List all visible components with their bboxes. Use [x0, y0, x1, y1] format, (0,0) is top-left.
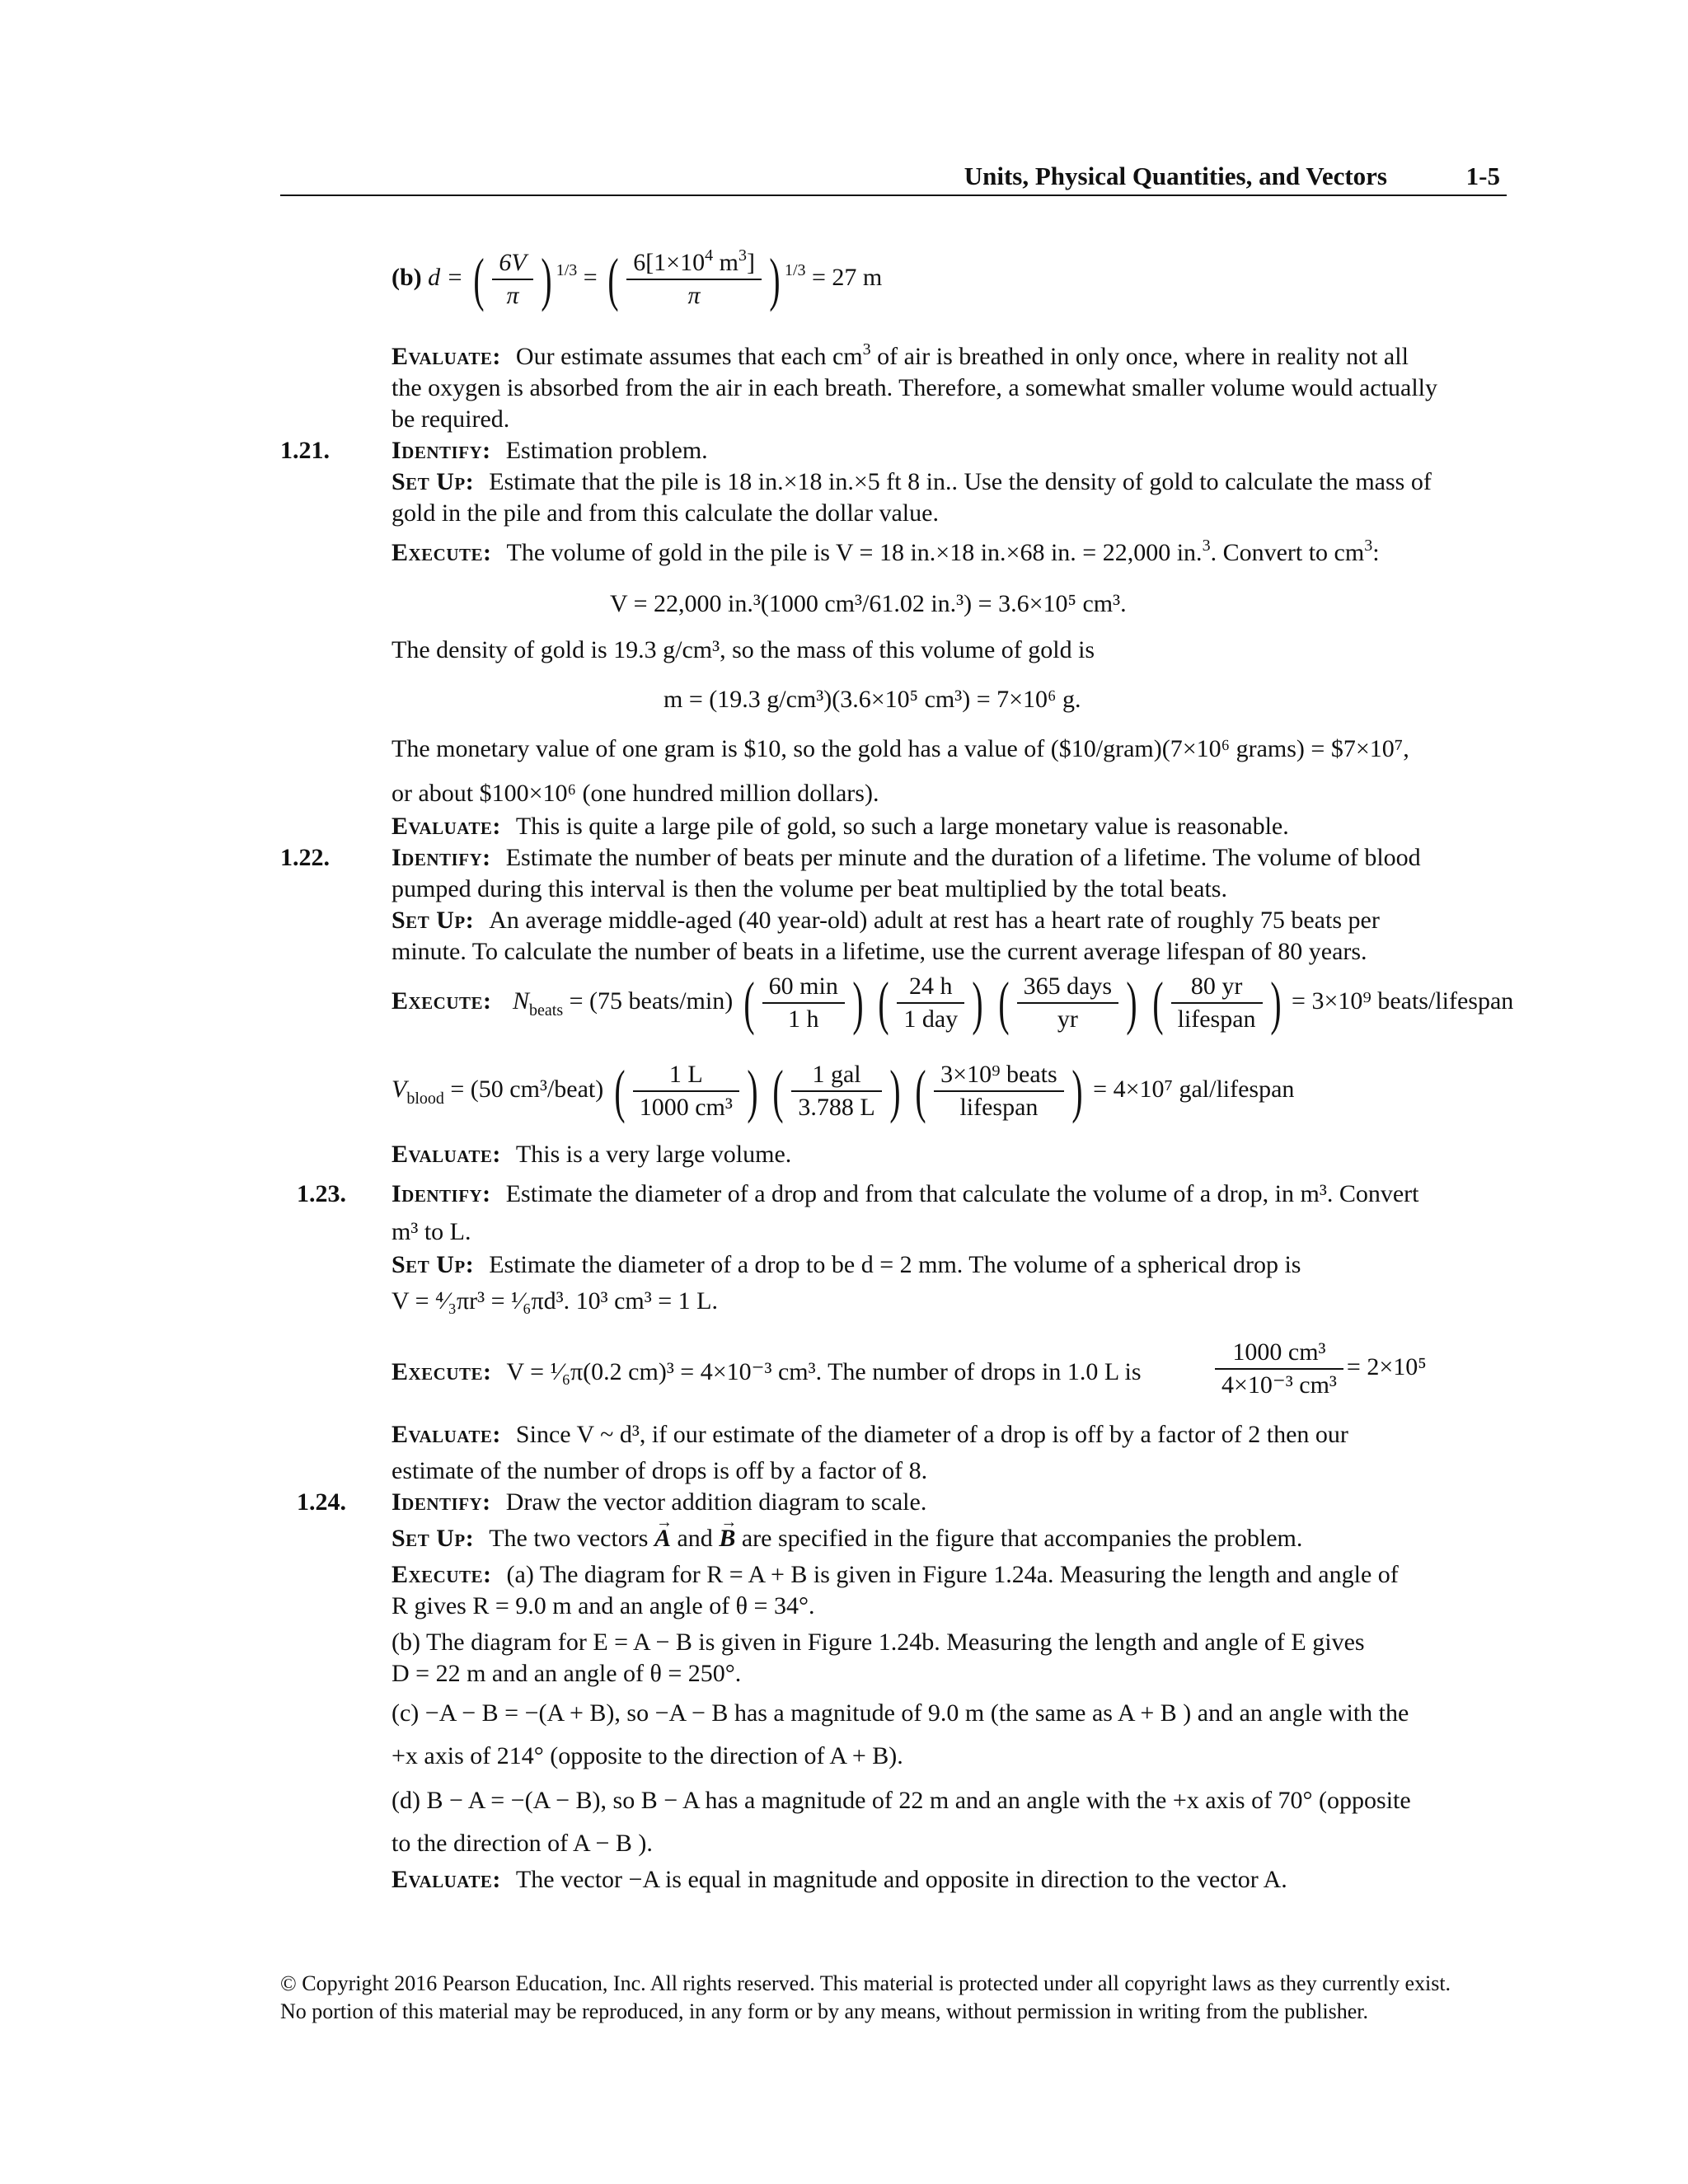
evaluate-label: Evaluate:	[392, 343, 501, 370]
execute-124-c-line1: (c) −A − B = −(A + B), so −A − B has a magnitude of 9.0 m (the same as A + B ) and an angle with the	[392, 1699, 1409, 1727]
execute-label: Execute:	[392, 987, 492, 1015]
problem-number-123: 1.23.	[297, 1180, 346, 1207]
evaluate-120-line3: be required.	[392, 405, 510, 433]
execute-124-a-line2: R gives R = 9.0 m and an angle of θ = 34°.	[392, 1592, 815, 1619]
evaluate-124	[392, 1864, 1287, 1896]
text: and	[670, 1525, 720, 1552]
fraction	[633, 1059, 739, 1123]
text: An average middle-aged (40 year-old) adult at rest has a heart rate of roughly 75 beats per	[489, 907, 1380, 934]
numerator-end: ]	[746, 249, 755, 276]
fraction	[897, 971, 964, 1035]
execute-124-d-line2: to the direction of A − B ).	[392, 1830, 653, 1857]
denominator: π	[687, 282, 701, 309]
numerator-text: 6[1×10	[633, 249, 706, 276]
execute-124-b-line2: D = 22 m and an angle of θ = 250°.	[392, 1660, 742, 1687]
fraction	[626, 247, 762, 312]
evaluate-label: Evaluate:	[392, 813, 501, 840]
denominator: yr	[1057, 1005, 1078, 1033]
setup-label: Set Up:	[392, 907, 475, 934]
footer-line1: © Copyright 2016 Pearson Education, Inc. All rights reserved. This material is protected under all copyright laws as they currently exist.	[280, 1971, 1451, 1995]
text: Estimate the diameter of a drop and from that calculate the volume of a drop, in m³. Convert	[505, 1180, 1419, 1207]
vector-a: → A	[654, 1525, 671, 1552]
numerator: 6V	[492, 247, 532, 280]
setup-121-line2: gold in the pile and from this calculate the dollar value.	[392, 499, 939, 527]
denominator: 1 h	[788, 1005, 819, 1033]
denominator: lifespan	[1177, 1005, 1256, 1033]
execute-124-a-line1	[392, 1559, 1399, 1591]
text: :	[1372, 539, 1380, 566]
part-label: (b)	[392, 263, 422, 291]
denominator: 3.788 L	[798, 1094, 875, 1121]
monetary-line1: The monetary value of one gram is $10, so the gold has a value of ($10/gram)(7×10⁶ grams) = $7×10⁷,	[392, 735, 1409, 762]
text: Our estimate assumes that each cm	[515, 343, 863, 370]
fraction	[934, 1059, 1064, 1123]
denominator: π	[506, 282, 519, 309]
exponent: 1/3	[784, 260, 806, 279]
problem-number-124: 1.24.	[297, 1488, 346, 1516]
text: The volume of gold in the pile is V = 18 in.×18 in.×68 in. = 22,000 in.	[506, 539, 1203, 566]
fraction	[492, 247, 532, 312]
execute-124-d-line1: (d) B − A = −(A − B), so B − A has a magnitude of 22 m and an angle with the +x axis of 70° (opposite	[392, 1787, 1411, 1814]
problem-number-122: 1.22.	[280, 844, 330, 871]
numerator: 1000 cm³	[1215, 1337, 1343, 1370]
numerator: 80 yr	[1171, 971, 1263, 1004]
equation-vblood: $V_{blood} = (50$ cm³/beat) ( $\frac{1 L}{\text{1000 cm³}}$ ) ( $\frac{\text{1 gal}}{3.788 L}$ ) ( $\frac{\text{3×10⁹ beats}}{\text{lifespan}}$ ) = 4×10⁷ gal/lifespan	[392, 1058, 1295, 1124]
eq-result: = 4×10⁷ gal/lifespan	[1093, 1075, 1295, 1103]
evaluate-121	[392, 811, 1289, 842]
text: of air is breathed in only once, where in reality not all	[870, 343, 1409, 370]
monetary-line2: or about $100×10⁶ (one hundred million dollars).	[392, 780, 879, 807]
fraction	[762, 971, 845, 1035]
denominator: 4×10⁻³ cm³	[1221, 1371, 1337, 1399]
sup: 3	[738, 246, 747, 265]
equation-diameter: (b) d = ( $\frac{6V}{\pi}$ ) $^{1/3}$ = ( $\frac{6[1\times 10^4 m^3]}{\pi}$ ) $^{1/3}$ = 27 m	[392, 246, 883, 312]
identify-122-line1	[392, 842, 1421, 874]
text: Estimate the diameter of a drop to be d = 2 mm. The volume of a spherical drop is	[489, 1251, 1301, 1278]
setup-122-line1	[392, 905, 1380, 936]
setup-123-line1	[392, 1249, 1301, 1281]
text: V = ¹⁄₆π(0.2 cm)³ = 4×10⁻³ cm³. The number of drops in 1.0 L is	[506, 1358, 1142, 1385]
identify-123-line2: m³ to L.	[392, 1218, 471, 1245]
text: Estimation problem.	[505, 437, 708, 464]
text: (a) The diagram for R = A + B is given in Figure 1.24a. Measuring the length and angle of	[506, 1561, 1399, 1588]
text: Estimate the number of beats per minute and the duration of a lifetime. The volume of blood	[505, 844, 1421, 871]
eq-result: = 3×10⁹ beats/lifespan	[1292, 987, 1514, 1015]
subscript: blood	[406, 1089, 444, 1108]
evaluate-123-line2: estimate of the number of drops is off by a factor of 8.	[392, 1457, 928, 1484]
copyright-footer	[280, 1970, 1451, 2026]
text: Since V ~ d³, if our estimate of the diameter of a drop is off by a factor of 2 then our	[515, 1421, 1348, 1448]
text: The two vectors	[489, 1525, 654, 1552]
identify-label: Identify:	[392, 844, 491, 871]
numerator-unit: m	[713, 249, 738, 276]
execute-label: Execute:	[392, 1358, 492, 1385]
evaluate-120-line2: the oxygen is absorbed from the air in each breath. Therefore, a somewhat smaller volume would actually	[392, 374, 1438, 401]
evaluate-122	[392, 1139, 791, 1170]
numerator: 365 days	[1017, 971, 1119, 1004]
fraction	[1215, 1337, 1343, 1401]
text: This is quite a large pile of gold, so such a large monetary value is reasonable.	[515, 813, 1289, 840]
footer-line2: No portion of this material may be reproduced, in any form or by any means, without permission in writing from the publisher.	[280, 1999, 1368, 2023]
eq-result: = 2×10⁵	[1346, 1352, 1427, 1380]
numerator: 60 min	[762, 971, 845, 1004]
numerator: 1 gal	[791, 1059, 881, 1092]
fraction	[791, 1059, 881, 1123]
execute-label: Execute:	[392, 1561, 492, 1588]
text: are specified in the figure that accompanies the problem.	[735, 1525, 1303, 1552]
execute-124-b-line1: (b) The diagram for E = A − B is given in Figure 1.24b. Measuring the length and angle of E gives	[392, 1629, 1365, 1656]
setup-label: Set Up:	[392, 1525, 475, 1552]
evaluate-123-line1	[392, 1419, 1348, 1451]
page-number: 1-5	[1465, 162, 1500, 190]
eq-term: = (50 cm³/beat)	[443, 1075, 604, 1103]
equation-nbeats: Execute: $N_{beats} = (75$ beats/min) ( $\frac{60 \min}{1 h}$ ) ( $\frac{24 h}{\text{1 day}}$ ) ( $\frac{\text{365 days}}{yr}$ ) ( $\frac{80 yr}{\text{lifespan}}$ ) = 3×10⁹ beats/lifespan	[392, 970, 1514, 1036]
numerator: 24 h	[897, 971, 964, 1004]
identify-label: Identify:	[392, 437, 491, 464]
setup-122-line2: minute. To calculate the number of beats in a lifetime, use the current average lifespan of 80 years.	[392, 938, 1367, 965]
evaluate-label: Evaluate:	[392, 1866, 501, 1893]
execute-121: Execute: The volume of gold in the pile is V = 18 in.×18 in.×68 in. = 22,000 in.$^3$. Convert to $cm^3$:	[392, 537, 1380, 566]
eq-lhs: N	[513, 987, 530, 1015]
numerator: 1 L	[633, 1059, 739, 1092]
sup: 4	[705, 246, 714, 265]
identify-123-line1	[392, 1179, 1419, 1210]
eq-term: = (75 beats/min)	[563, 987, 734, 1015]
setup-123-line2: V = ⁴⁄₃πr³ = ¹⁄₆πd³. 10³ cm³ = 1 L.	[392, 1287, 719, 1315]
text: Draw the vector addition diagram to scale.	[505, 1488, 927, 1516]
running-header	[280, 162, 1507, 196]
execute-124-c-line2: +x axis of 214° (opposite to the direction of A + B).	[392, 1742, 903, 1769]
evaluate-label: Evaluate:	[392, 1421, 501, 1448]
setup-124	[392, 1523, 1302, 1554]
execute-label: Execute:	[392, 539, 492, 566]
denominator: 1000 cm³	[639, 1094, 733, 1121]
text: Estimate that the pile is 18 in.×18 in.×5 ft 8 in.. Use the density of gold to calculate the mass of	[489, 468, 1432, 495]
identify-121	[392, 435, 708, 466]
identify-122-line2: pumped during this interval is then the volume per beat multiplied by the total beats.	[392, 875, 1227, 902]
denominator: 1 day	[903, 1005, 959, 1033]
evaluate-120-line1: Evaluate: Our estimate assumes that each $cm^3$ of air is breathed in only once, where in reality not all	[392, 340, 1409, 370]
equation-mass: m = (19.3 g/cm³)(3.6×10⁵ cm³) = 7×10⁶ g.	[663, 686, 1081, 713]
identify-label: Identify:	[392, 1488, 491, 1516]
equation-volume: V = 22,000 in.³(1000 cm³/61.02 in.³) = 3.6×10⁵ cm³.	[610, 590, 1127, 617]
eq-result: = 27 m	[812, 263, 883, 291]
drops-fraction	[1212, 1337, 1427, 1401]
numerator: 3×10⁹ beats	[934, 1059, 1064, 1092]
eq-lhs: V	[392, 1075, 407, 1103]
setup-121-line1	[392, 466, 1432, 498]
identify-label: Identify:	[392, 1180, 491, 1207]
eq-lhs: d =	[428, 263, 463, 291]
text: . Convert to cm	[1210, 539, 1365, 566]
vector-b: → B	[719, 1525, 735, 1552]
execute-123	[392, 1357, 1142, 1388]
chapter-title: Units, Physical Quantities, and Vectors	[964, 162, 1387, 190]
subscript: beats	[529, 1001, 564, 1019]
text: This is a very large volume.	[515, 1141, 792, 1168]
text: The vector −A is equal in magnitude and opposite in direction to the vector A.	[515, 1866, 1287, 1893]
exponent: 1/3	[556, 260, 578, 279]
evaluate-label: Evaluate:	[392, 1141, 501, 1168]
setup-label: Set Up:	[392, 468, 475, 495]
setup-label: Set Up:	[392, 1251, 475, 1278]
fraction	[1171, 971, 1263, 1035]
denominator: lifespan	[959, 1094, 1039, 1121]
fraction	[1017, 971, 1119, 1035]
problem-number-121: 1.21.	[280, 437, 330, 464]
density-line: The density of gold is 19.3 g/cm³, so the mass of this volume of gold is	[392, 636, 1095, 663]
